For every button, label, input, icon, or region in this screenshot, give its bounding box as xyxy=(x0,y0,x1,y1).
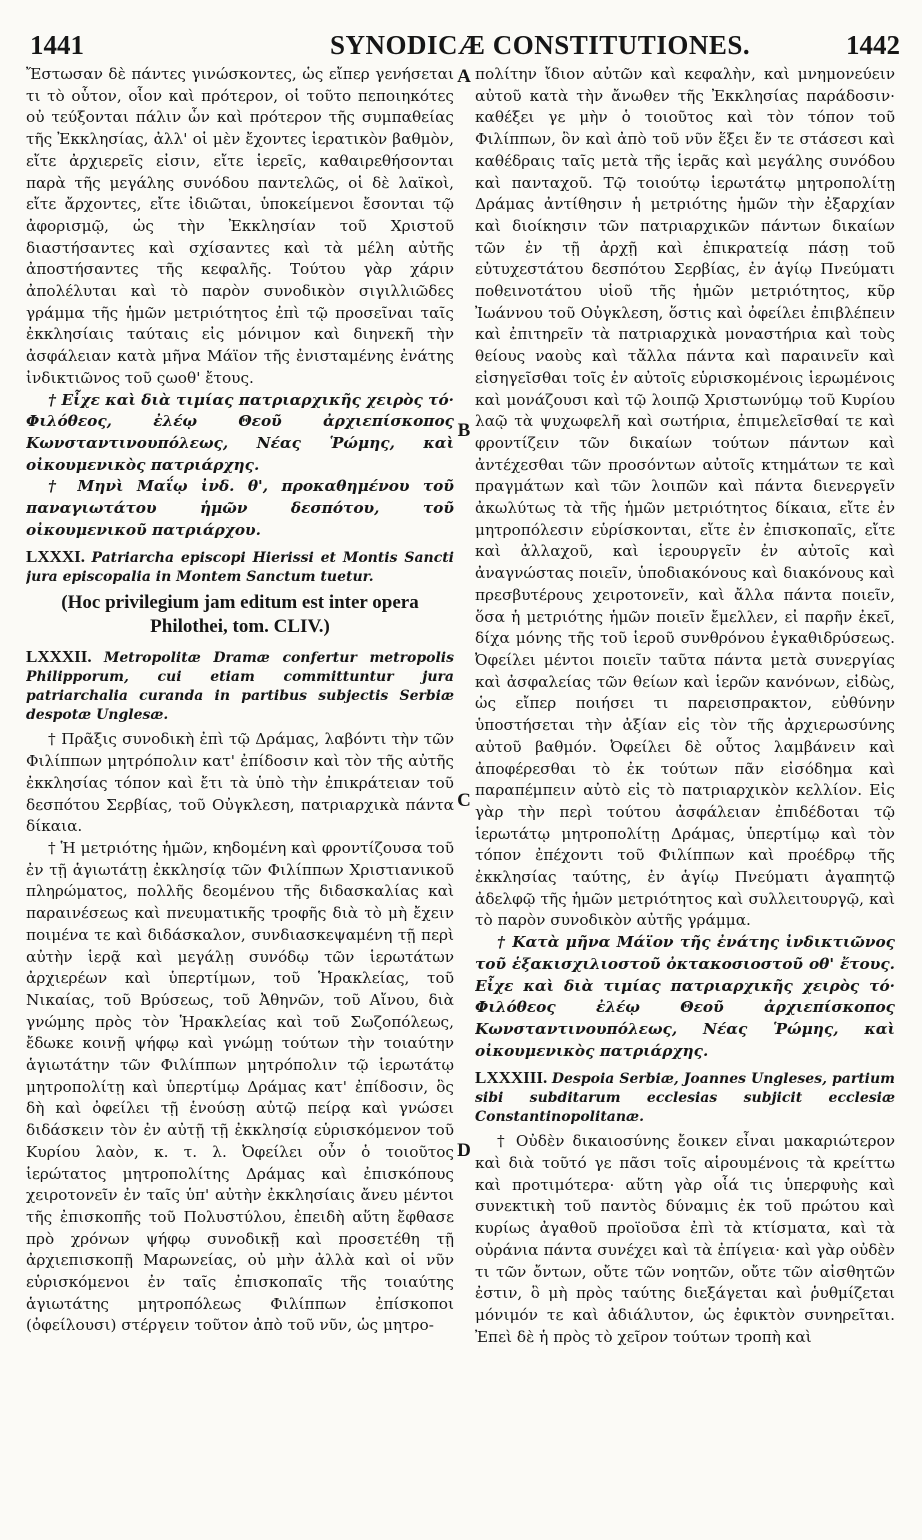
paragraph: † Οὐδὲν δικαιοσύνης ἔοικεν εἶναι μακαριώτερον καὶ διὰ τοῦτό γε πᾶσι τοῖς αἱρουμένοις τὰ κρείττω καὶ προτιμότερα· αὕτη γὰρ οἷά τις ὑπερφυὴς καὶ συνεκτικὴ τοῦ παντὸς δύναμις ἐκ τοῦ πρώτου καὶ κυρίως ἀγαθοῦ προϊοῦσα ἐπὶ τὰ κτίσματα, καὶ τὰ οὐράνια πάντα συνέχει καὶ τὰ ἐπίγεια· καὶ γὰρ οὐδὲν τι τῶν ὄντων, οὔτε τῶν νοητῶν, οὔτε τῶν αἰσθητῶν ἐστιν, ὃ μὴ πρὸς ταύτης διεξάγεται καὶ ῥυθμίζεται μόνιμόν τε καὶ ἀδιάλυτον, ὡς ἐφικτὸν συνηρεῖται. Ἐπεὶ δὲ ἡ πρὸς τὸ χεῖρον τούτων τροπὴ καὶ xyxy=(475,1132,895,1346)
section-number: LXXXIII. xyxy=(475,1068,548,1088)
margin-marker-c: C xyxy=(457,790,471,811)
section-title: Despoia Serbiæ, Joannes Ungleses, partium sibi subditarum ecclesias subjicit ecclesiæ Constantinopolitanæ. xyxy=(475,1071,895,1126)
margin-marker-d: D xyxy=(457,1140,471,1161)
right-page-number: 1442 xyxy=(846,30,900,60)
editorial-note: (Hoc privilegium jam editum est inter opera Philothei, tom. CLIV.) xyxy=(61,592,419,638)
paragraph: Ἔστωσαν δὲ πάντες γινώσκοντες, ὡς εἴπερ γενήσεται τι τὸ οὗτον, οἷον καὶ πρότερον, οἱ τοῦτο πεποιηκότες οὐ τεύξονται πάλιν ὧν καὶ πρότερον τῆς συμπαθείας τῆς Ἐκκλησίας, ἀλλ' οἱ μὲν ἔχοντες ἱερατικὸν βαθμὸν, εἴτε ἀρχιερεῖς εἰσιν, εἴτε ἱερεῖς, καθαιρεθήσονται παρὰ τῆς μεγάλης συνόδου παντελῶς, οἱ δὲ λαϊκοὶ, εἴτε ἄρχοντες, εἴτε ἰδιῶται, ὑποκείμενοι ἔσονται τῷ ἀφορισμῷ, ὡς τὴν Ἐκκλησίαν τοῦ Χριστοῦ διαστήσαντες καὶ σχίσαντες καὶ τὰ μέλη αὐτῆς ἀποστήσαντες τῆς κεφαλῆς. Τούτου γὰρ χάριν ἀπολέλυται καὶ τὸ παρὸν συνοδικὸν σιγιλλιῶδες γράμμα τῆς ἡμῶν μετριότητος ἐπὶ τῷ προσεῖναι ταῖς ἐκκλησίαις ταύταις εἰς μόνιμον καὶ διηνεκῆ τὴν ἀσφάλειαν κατὰ μῆνα Μάϊον τῆς ἐνισταμένης ἐνάτης ἰνδικτιῶνος τοῦ ςωοθ' ἔτους. xyxy=(26,65,454,387)
section-title: Metropolitæ Dramæ confertur metropolis Philipporum, cui etiam committuntur jura patriarchalia curanda in partibus subjectis Serbiæ despotæ Unglesæ. xyxy=(26,650,454,724)
margin-marker-b: B xyxy=(457,420,471,441)
left-column xyxy=(26,64,454,1526)
left-page-number: 1441 xyxy=(30,30,84,60)
signature-paragraph: † Εἶχε καὶ διὰ τιμίας πατριαρχικῆς χειρὸς τό· Φιλόθεος, ἐλέῳ Θεοῦ ἀρχιεπίσκοπος Κωνσταντινουπόλεως, Νέας Ῥώμης, καὶ οἰκουμενικὸς πατριάρχης. xyxy=(26,390,454,474)
paragraph: † Ἡ μετριότης ἡμῶν, κηδομένη καὶ φροντίζουσα τοῦ ἐν τῇ ἁγιωτάτῃ ἐκκλησίᾳ τῶν Φιλίππων Χριστιανικοῦ πληρώματος, πολλῆς δεομένου τῆς διδασκαλίας καὶ παραινέσεως καὶ πνευματικῆς τροφῆς διὰ τὸ μὴ ἔχειν ποιμένα τε καὶ διδάσκαλον, συνδιασκεψαμένη τῇ περὶ αὐτὴν ἱερᾷ καὶ μεγάλῃ συνόδῳ τῶν ἱερωτάτων ἀρχιερέων καὶ ὑπερτίμων, τοῦ Ἡρακλείας, τοῦ Νικαίας, τοῦ Βρύσεως, τοῦ Ἀθηνῶν, τοῦ Αἴνου, διὰ γνώμης πρὸς τὸν Ἡρακλείας καὶ τοῦ Σωζοπόλεως, ἔδωκε κοινῇ ψήφῳ καὶ γνώμῃ τούτων τὴν τοιαύτην ἁγιωτάτην τῶν Φιλίππων μητρόπολιν τῷ ἱερωτάτῳ μητροπολίτῃ καὶ ὑπερτίμῳ Δράμας κατ' ἐπίδοσιν, ὃς δὴ καὶ ὀφείλει τῇ ἑνούσῃ αὐτῷ πείρᾳ καὶ γνώσει διδάσκειν τὸν ἐν αὐτῇ τῇ ἐκκλησίᾳ εὑρισκόμενον τοῦ Κυρίου λαὸν, κ. τ. λ. Ὀφείλει οὖν ὁ τοιοῦτος ἱερώτατος μητροπολίτης Δράμας καὶ ἐπισκόπους χειροτονεῖν ἐν ταῖς ὑπ' αὐτὴν ἐκκλησίαις ἄνευ μέντοι τῆς ἐπισκοπῆς τοῦ Πολυστύλου, ἐπειδὴ αὕτη ἔφθασε πρὸ χρόνων ψήφῳ συνοδικῇ καὶ προσετέθη τῇ ἀρχιεπισκοπῇ Μαρωνείας, οὐ μὴν ἀλλὰ καὶ οἱ νῦν εὑρισκόμενοι ἐν ταῖς ἐπισκοπαῖς τῆς τοιαύτης ἁγιωτάτης μητροπόλεως Φιλίππων ἐπίσκοποι (ὀφείλουσι) στέργειν τοῦτον ἀπὸ τοῦ νῦν, ὡς μητρο- xyxy=(26,838,454,1335)
section-heading-83 xyxy=(475,1068,895,1127)
paragraph: πολίτην ἴδιον αὐτῶν καὶ κεφαλὴν, καὶ μνημονεύειν αὐτοῦ κατὰ τὴν ἄνωθεν τῆς Ἐκκλησίας παράδοσιν· καθέξει γε μὴν ὁ τοιοῦτος καὶ τὸν τόπον τοῦ Φιλίππων, ὃν καὶ ἀπὸ τοῦ νῦν ἕξει ἔν τε στάσεσι καὶ καθέδραις ταῖς μετὰ τῆς ἱερᾶς καὶ μεγάλης συνόδου καὶ πανταχοῦ. Τῷ τοιούτῳ ἱερωτάτῳ μητροπολίτῃ Δράμας ἀντίθησιν ἡ μετριότης ἡμῶν τὴν ἐξαρχίαν καὶ διοίκησιν τῶν πατριαρχικῶν πάντων δικαίων τῶν ἐν τῇ ἀρχῇ καὶ ἐπικρατείᾳ πάσῃ τοῦ εὐτυχεστάτου δεσπότου Σερβίας, ἐν ἁγίῳ Πνεύματι ποθεινοτάτου υἱοῦ τῆς ἡμῶν μετριότητος, κῦρ Ἰωάννου τοῦ Οὐγκλεση, ὅστις καὶ ὀφείλει ἐπιβλέπειν καὶ ἐπιτηρεῖν τὰ πατριαρχικὰ μοναστήρια καὶ τοὺς θείους ναοὺς καὶ τἄλλα πάντα καὶ παραινεῖν καὶ εἰσηγεῖσθαι τοῖς ἐν αὐτοῖς εὑρισκομένοις ἱερωμένοις καὶ μονάζουσι καὶ τῷ λοιπῷ Χριστωνύμῳ τοῦ Κυρίου λαῷ τὰ ψυχωφελῆ καὶ σωτήρια, ἐπιμελεῖσθαί τε καὶ φροντίζειν τῶν δικαίων τούτων πάντων καὶ ἀντέχεσθαι τῶν προσόντων αὐτοῖς κτημάτων τε καὶ πραγμάτων καὶ τῶν λοιπῶν καὶ πάντα διενεργεῖν ἀκωλύτως τὰ τῆς ἡμῶν μετριότητος δίκαια, εἴτε ἐν μητροπόλεσιν εὑρίσκονται, εἴτε ἐν ἐπισκοπαῖς, εἴτε καὶ ἀλλαχοῦ, καὶ ἱερουργεῖν ἐν αὐτοῖς καὶ ἀναγνώστας ποιεῖν, ὑποδιακόνους καὶ διακόνους καὶ πρεσβυτέρους χειροτονεῖν, καὶ ἄλλα πάντα ποιεῖν, ὅσα ἡ μετριότης ἡμῶν ποιεῖν ἔμελλεν, εἰ παρῆν ἐκεῖ, δίχα μόνης τῆς τοῦ ἱεροῦ συνθρόνου ἐγκαθιδρύσεως. Ὀφείλει μέντοι ποιεῖν ταῦτα πάντα μετὰ συνεργίας καὶ ἀσφαλείας τῶν θείων καὶ ἱερῶν κανόνων, εἰδὼς, ὡς εἴπερ ποιήσει τι παρεισπρακτον, εὐθύνην ὑποστήσεται τὴν ἀξίαν εἰς τὸν τῆς ἀρχιερωσύνης αὐτοῦ βαθμόν. Ὀφείλει δὲ οὗτος λαμβάνειν καὶ ἀποφέρεσθαι τὸ ἐκ τούτων πᾶν εἰσόδημα καὶ παραπέμπειν αὐτὸ εἰς τὸ πατριαρχικὸν κελλίον. Εἰς γὰρ τὴν περὶ τούτου ἀσφάλειαν ἐπιδέδοται τῷ ἱερωτάτῳ μητροπολίτῃ Δράμας, ὑπερτίμῳ καὶ τὸν τόπον ἐπέχοντι τοῦ Φιλίππων καὶ προέδρῳ τῆς ἐκκλησίας ταύτης, ἐν ἁγίῳ Πνεύματι ἀγαπητῷ ἀδελφῷ τῆς ἡμῶν μετριότητος καὶ συλλειτουργῷ, καὶ τὸ παρὸν συνοδικὸν αὐτῆς γράμμα. xyxy=(475,65,895,930)
paragraph: † Πρᾶξις συνοδικὴ ἐπὶ τῷ Δράμας, λαβόντι τὴν τῶν Φιλίππων μητρόπολιν κατ' ἐπίδοσιν καὶ τὸν τῆς αὐτῆς ἐκκλησίας τόπον καὶ ἔτι τὰ ὑπὸ τὴν ἐπικράτειαν τοῦ δεσπότου Σερβίας, τοῦ Οὐγκλεση, πατριαρχικὰ πάντα δίκαια. xyxy=(26,730,454,836)
section-heading-81 xyxy=(26,547,454,587)
right-column xyxy=(475,64,895,1526)
section-title: Patriarcha episcopi Hierissi et Montis Sancti jura episcopalia in Montem Sanctum tuetur. xyxy=(26,550,454,586)
section-number: LXXXII. xyxy=(26,647,92,667)
page-header xyxy=(30,30,900,66)
section-number: LXXXI. xyxy=(26,547,86,567)
margin-marker-a: A xyxy=(457,66,471,87)
date-paragraph: † Μηνὶ Μαΐῳ ἰνδ. θ', προκαθημένου τοῦ παναγιωτάτου ἡμῶν δεσπότου, τοῦ οἰκουμενικοῦ πατριάρχου. xyxy=(26,477,454,539)
date-signature-paragraph: † Κατὰ μῆνα Μάϊον τῆς ἐνάτης ἰνδικτιῶνος τοῦ ἑξακισχιλιοστοῦ ὀκτακοσιοστοῦ οθ' ἔτους. Εἶχε καὶ διὰ τιμίας πατριαρχικῆς χειρὸς τό· Φιλόθεος ἐλέῳ Θεοῦ ἀρχιεπίσκοπος Κωνσταντινουπόλεως, Νέας Ῥώμης, καὶ οἰκουμενικὸς πατριάρχης. xyxy=(475,933,895,1060)
running-title: SYNODICÆ CONSTITUTIONES. xyxy=(330,30,751,60)
section-heading-82 xyxy=(26,647,454,725)
